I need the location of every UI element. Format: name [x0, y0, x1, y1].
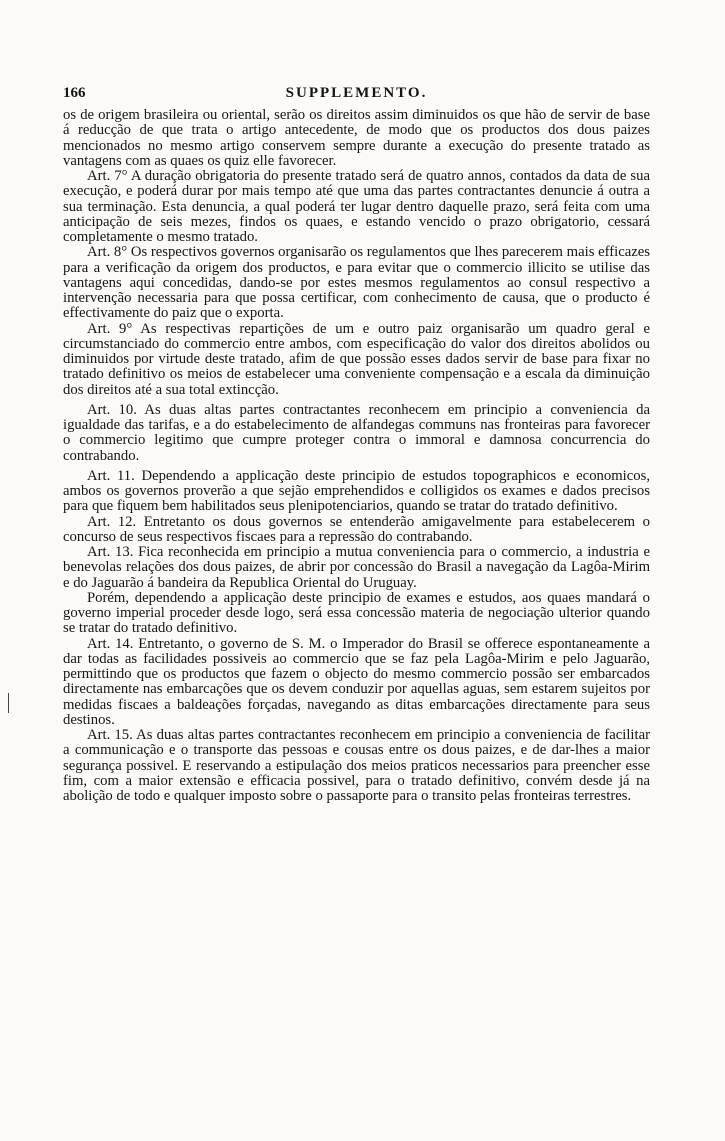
- body-text: [63, 108, 650, 804]
- article-14: Art. 14. Entretanto, o governo de S. M. o Imperador do Brasil se offerece espontaneamente a dar todas as facilidades possiveis ao commercio que se faz pela Lagôa-Mirim e pelo Jaguarão, permittindo que os productos que fazem o objecto do mesmo commercio possão ser embarcados directamente nas embarcações que os devem conduzir por aquellas aguas, sem estarem sujeitos por medidas fiscaes a baldeações forçadas, navegando as ditas embarcações directamente para seus destinos.: [63, 635, 650, 728]
- article-9: Art. 9° As respectivas repartições de um e outro paiz organisarão um quadro geral e circumstanciado do commercio entre ambos, com especificação do valor dos direitos abolidos ou diminuidos por virtude deste tratado, afim de que possão esses dados servir de base para fixar no tratado definitivo os meios de estabelecer uma conveniente compensação e a escala da diminuição dos direitos até a sua total extincção.: [63, 320, 650, 398]
- page-header: [63, 85, 650, 107]
- article-8: Art. 8° Os respectivos governos organisarão os regulamentos que lhes parecerem mais efficazes para a verificação da origem dos productos, e para evitar que o commercio illicito se utilise das vantagens aqui concedidas, dando-se por estes mesmos regulamentos ao consul respectivo a intervenção necessaria para que possa certificar, com conhecimento de causa, que o producto é effectivamente do paiz que o exporta.: [63, 244, 650, 322]
- article-7: Art. 7° A duração obrigatoria do presente tratado será de quatro annos, contados da data de sua execução, e poderá durar por mais tempo até que uma das partes contractantes denuncie á outra a sua terminação. Esta denuncia, a qual poderá ter lugar dentro daquelle prazo, será feita com uma anticipação de seis mezes, findos os quaes, e estando vencido o prazo obrigatorio, cessará completamente o mesmo tratado.: [63, 168, 650, 245]
- page-number: 166: [63, 85, 86, 101]
- document-page: [63, 85, 650, 804]
- article-13: Art. 13. Fica reconhecida em principio a mutua conveniencia para o commercio, a industria e benevolas relações dos dous paizes, de abrir por concessão do Brasil a navegação da Lagôa-Mirim e do Jaguarão á bandeira da Republica Oriental do Uruguay.: [63, 544, 650, 591]
- article-10: Art. 10. As duas altas partes contractantes reconhecem em principio a conveniencia da igualdade das tarifas, e a do estabelecimento de alfandegas communs nas fronteiras para favorecer o commercio legitimo que cumpre proteger contra o immoral e damnosa concurrencia do contrabando.: [63, 401, 650, 464]
- article-15: Art. 15. As duas altas partes contractantes reconhecem em principio a conveniencia de facilitar a communicação e o transporte das pessoas e cousas entre os dous paizes, e de dar-lhes a maior segurança possivel. E reservando a estipulação dos meios praticos necessarios para preencher esse fim, com a maior extensão e efficacia possivel, para o tratado definitivo, convém desde já na abolição de todo e qualquer imposto sobre o passaporte para o transito pelas fronteiras terrestres.: [63, 727, 650, 804]
- paragraph-continuation: os de origem brasileira ou oriental, serão os direitos assim diminuidos os que hão de servir de base á reducção de que trata o artigo antecedente, de modo que os productos dos dous paizes mencionados no mesmo artigo conservem sempre durante a execução do presente tratado as vantagens com as quaes os quiz elle favorecer.: [63, 107, 650, 169]
- running-title: SUPPLEMENTO.: [285, 85, 428, 101]
- article-13-continuation: Porém, dependendo a applicação deste principio de exames e estudos, aos quaes mandará o governo imperial proceder desde logo, será essa concessão materia de negociação ulterior quando se tratar do tratado definitivo.: [63, 589, 650, 637]
- article-12: Art. 12. Entretanto os dous governos se entenderão amigavelmente para estabelecerem o concurso de seus respectivos fiscaes para a repressão do contrabando.: [63, 513, 650, 545]
- article-11: Art. 11. Dependendo a applicação deste principio de estudos topographicos e economicos, ambos os governos proverão a que sejão emprehendidos e colligidos os exames e dados precisos para que fiquem bem habilitados seus plenipotenciarios, quando se tratar do tratado definitivo.: [63, 467, 650, 515]
- margin-mark: [8, 693, 9, 713]
